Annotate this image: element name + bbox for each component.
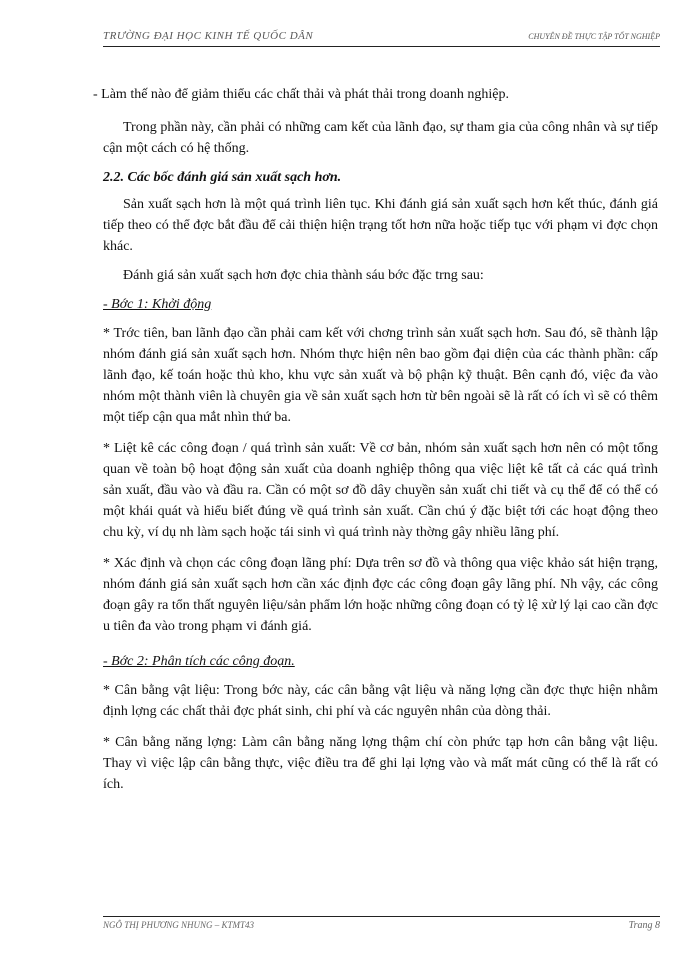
section-heading: 2.2. Các bốc đánh giá sản xuất sạch hơn. [103, 170, 342, 185]
paragraph-identify-waste: * Xác định và chọn các công đoạn lãng phí: Dựa trên sơ đồ và thông qua việc khảo sát hiện trạng, nhóm đánh giá sản xuất sạch hơn cần xác định đợc các công đoạn gây lãng phí. Nh vậy, các công đoạn gây ra tổn thất nguyên liệu/sản phẩm lớn hoặc những công đoạn có tỷ lệ xử lý lại cao cần đợc u tiên đa vào trong phạm vi đánh giá. [103, 556, 658, 634]
header-school: TRƯỜNG ĐẠI HỌC KINH TẾ QUỐC DÂN [103, 30, 314, 42]
paragraph-step1-commitment: * Trớc tiên, ban lãnh đạo cần phải cam kết với chơng trình sản xuất sạch hơn. Sau đó, sẽ thành lập nhóm đánh giá sản xuất sạch hơn. Nhóm thực hiện nên bao gồm đại diện của các thành phần: cấp lãnh đạo, kế toán hoặc thủ kho, khu vực sản xuất và bộ phận kỹ thuật. Bên cạnh đó, việc đa vào nhóm một thành viên là chuyên gia về sản xuất sạch hơn từ bên ngoài sẽ là rất có ích vì sẽ có thêm một tiếp cận qua mắt nhìn thứ ba. [103, 326, 658, 425]
header-title: CHUYÊN ĐỀ THỰC TẬP TỐT NGHIỆP [528, 32, 660, 41]
page-header [103, 30, 660, 47]
footer-author: NGÔ THỊ PHƯƠNG NHUNG – KTMT43 [103, 920, 255, 930]
page-footer [103, 916, 660, 931]
paragraph-energy-balance: * Cân bằng năng lợng: Làm cân bằng năng lợng thậm chí còn phức tạp hơn cân bằng vật liệu. Thay vì việc lập cân bằng thực, việc điều tra để ghi lại lợng vào và mất mát cũng có thể là rất có ích. [103, 735, 658, 792]
paragraph-six-steps: Đánh giá sản xuất sạch hơn đợc chia thành sáu bớc đặc trng sau: [123, 268, 484, 283]
step-1-heading: - Bớc 1: Khởi động [103, 297, 212, 312]
paragraph-material-balance: * Cân bằng vật liệu: Trong bớc này, các cân bằng vật liệu và năng lợng cần đợc thực hiện nhằm định lợng các chất thải đợc phát sinh, chi phí và các nguyên nhân của dòng thải. [103, 683, 658, 719]
page-number: Trang 8 [628, 920, 660, 931]
paragraph-list-processes: * Liệt kê các công đoạn / quá trình sản xuất: Về cơ bản, nhóm sản xuất sạch hơn nên có một tổng quan về toàn bộ hoạt động sản xuất của doanh nghiệp thông qua việc liệt kê tất cả các quá trình sản xuất, đầu vào và đầu ra. Cần có một sơ đồ dây chuyền sản xuất chi tiết và cụ thể để có thể có một khái quát và hiểu biết đúng về quá trình sản xuất. Cần chú ý đặc biệt tới các hoạt động theo chu kỳ, ví dụ nh làm sạch hoặc tái sinh vì quá trình này thờng gây nhiều lãng phí. [103, 441, 658, 540]
step-2-heading: - Bớc 2: Phân tích các công đoạn. [103, 654, 295, 669]
paragraph-commitment: Trong phần này, cần phải có những cam kết của lãnh đạo, sự tham gia của công nhân và sự tiếp cận một cách có hệ thống. [103, 120, 658, 156]
paragraph-bullet-minimize-waste: - Làm thế nào để giảm thiểu các chất thải và phát thải trong doanh nghiệp. [93, 87, 509, 102]
paragraph-continuous-process: Sản xuất sạch hơn là một quá trình liên tục. Khi đánh giá sản xuất sạch hơn kết thúc, đánh giá tiếp theo có thể đợc bắt đầu để cải thiện hiện trạng tốt hơn nữa hoặc tiếp tục với phạm vi đợc chọn khác. [103, 197, 658, 254]
page-content [93, 84, 658, 795]
